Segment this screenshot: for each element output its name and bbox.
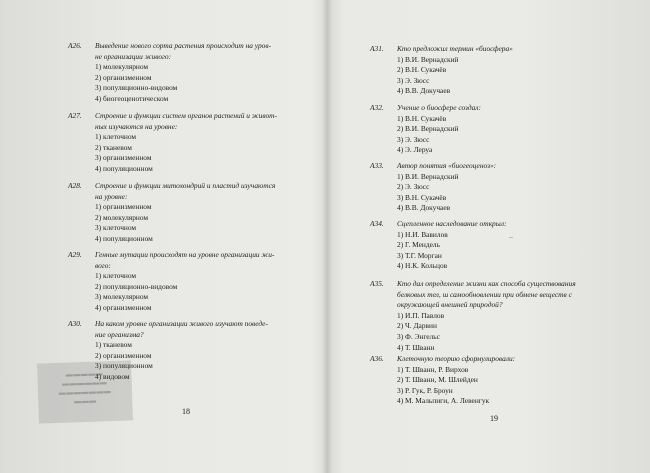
question-number: А34. bbox=[370, 219, 384, 228]
question-number: А35. bbox=[370, 279, 384, 288]
question-text bbox=[370, 44, 616, 55]
question-line: Сцепленное наследование открыл: bbox=[397, 219, 507, 228]
question-line: на уровне: bbox=[95, 191, 128, 201]
answer-options bbox=[68, 132, 312, 174]
answer-option: 2) Г. Мендель bbox=[397, 240, 440, 250]
page-number: 18 bbox=[182, 407, 190, 416]
question-line: Строение и функции систем органов растений и живот- bbox=[95, 111, 277, 120]
answer-option: 4) популяционном bbox=[95, 233, 153, 243]
question-line: На каком уровне организации живого изучают поведе- bbox=[95, 319, 268, 328]
question-a28 bbox=[68, 181, 312, 245]
answer-options bbox=[370, 311, 616, 353]
answer-option: 4) видовом bbox=[95, 371, 130, 381]
answer-option: 1) В.И. Вернадский bbox=[397, 171, 459, 181]
answer-option: 3) молекулярном bbox=[95, 292, 149, 302]
question-line: Клеточную теорию сформулировали: bbox=[397, 354, 516, 363]
answer-option: 2) организменном bbox=[95, 72, 152, 82]
answer-option: 3) Ф. Энгельс bbox=[397, 331, 440, 341]
answer-option: 3) Т.Г. Морган bbox=[397, 250, 442, 260]
question-text bbox=[68, 111, 312, 132]
question-number: А33. bbox=[370, 161, 384, 170]
answer-options bbox=[68, 340, 312, 382]
question-text bbox=[68, 319, 312, 340]
answer-option: 2) организменном bbox=[95, 350, 152, 360]
question-line: окружающей внешней природой? bbox=[397, 300, 503, 310]
question-a34 bbox=[370, 219, 616, 272]
answer-option: 4) М. Мальпиги, А. Левенгук bbox=[397, 396, 490, 406]
answer-option: 3) организменном bbox=[95, 153, 152, 163]
answer-option: 1) клеточном bbox=[95, 271, 137, 281]
answer-option: 1) И.П. Павлов bbox=[397, 310, 445, 320]
right-page bbox=[330, 0, 650, 473]
answer-option: 3) популяционном bbox=[95, 361, 153, 371]
question-line: ных изучаются на уровне: bbox=[95, 121, 178, 131]
question-number: А27. bbox=[68, 111, 82, 120]
question-number: А36. bbox=[370, 354, 384, 363]
question-line: Кто предложил термин «биосфера» bbox=[397, 44, 513, 53]
answer-option: 2) В.Н. Сукачёв bbox=[397, 65, 447, 75]
question-line: Генные мутации происходят на уровне организации жи- bbox=[95, 250, 275, 259]
question-a30 bbox=[68, 319, 312, 383]
question-text bbox=[370, 161, 616, 172]
question-text bbox=[68, 41, 312, 62]
answer-option: 4) популяционном bbox=[95, 163, 153, 173]
answer-option: 4) Э. Леруа bbox=[397, 145, 433, 155]
question-a26 bbox=[68, 41, 312, 105]
question-a31 bbox=[370, 44, 616, 97]
question-text bbox=[370, 354, 616, 365]
question-a29 bbox=[68, 250, 312, 314]
question-a35 bbox=[370, 279, 616, 353]
answer-options bbox=[68, 202, 312, 244]
question-number: А29. bbox=[68, 250, 82, 259]
question-number: А30. bbox=[68, 319, 82, 328]
question-line: белковых тел, ш самообновлении при обмене веществ с bbox=[397, 289, 572, 299]
question-number: А28. bbox=[68, 181, 82, 190]
answer-option: 3) клеточном bbox=[95, 223, 137, 233]
answer-option: 2) Т. Шванн, М. Шлейден bbox=[397, 375, 478, 385]
answer-option: 1) организменном bbox=[95, 202, 152, 212]
answer-option: 1) В.Н. Сукачёв bbox=[397, 113, 447, 123]
question-a27 bbox=[68, 111, 312, 175]
question-line: Кто дал определение жизни как способа существования bbox=[397, 279, 576, 288]
question-line: вого: bbox=[95, 260, 111, 270]
answer-option: 4) В.В. Докучаев bbox=[397, 86, 451, 96]
answer-options bbox=[68, 271, 312, 313]
question-text bbox=[370, 219, 616, 230]
question-number: А31. bbox=[370, 44, 384, 53]
answer-option: 2) тканевом bbox=[95, 142, 132, 152]
answer-option: 2) Э. Зюсс bbox=[397, 182, 430, 192]
answer-options bbox=[370, 55, 616, 97]
question-line: Строение и функции митохондрий и пластид изучаются bbox=[95, 181, 276, 190]
answer-option: 3) В.Н. Сукачёв bbox=[397, 192, 447, 202]
answer-option: 4) В.В. Докучаев bbox=[397, 203, 451, 213]
answer-options bbox=[68, 62, 312, 104]
answer-option: 1) молекулярном bbox=[95, 62, 149, 72]
answer-option: 1) тканевом bbox=[95, 340, 132, 350]
question-line: не организации живого: bbox=[95, 51, 172, 61]
answer-option: 4) организменном bbox=[95, 302, 152, 312]
answer-option: 3) Э. Зюсс bbox=[397, 134, 430, 144]
question-a32 bbox=[370, 103, 616, 156]
answer-options bbox=[370, 230, 616, 272]
answer-options bbox=[370, 172, 616, 214]
answer-option: 2) Ч. Дарвин bbox=[397, 321, 437, 331]
answer-option: 1) клеточном bbox=[95, 132, 137, 142]
answer-option: 4) Т. Шванн bbox=[397, 342, 435, 352]
question-text bbox=[370, 103, 616, 114]
page-number: 19 bbox=[490, 414, 498, 423]
question-number: А32. bbox=[370, 103, 384, 112]
answer-option: 3) Э. Зюсс bbox=[397, 75, 430, 85]
answer-option: 1) Т. Шванн, Р. Вирхов bbox=[397, 364, 469, 374]
question-text bbox=[370, 279, 616, 311]
answer-option: 1) В.И. Вернадский bbox=[397, 54, 459, 64]
question-text bbox=[68, 181, 312, 202]
question-line: Автор понятия «биогеоценоз»: bbox=[397, 161, 497, 170]
answer-option: 2) В.И. Вернадский bbox=[397, 124, 459, 134]
question-a33 bbox=[370, 161, 616, 214]
answer-option: 2) молекулярном bbox=[95, 212, 149, 222]
library-stamp: ▬▬▬▬▬ ▬▬▬▬▬▬ ▬▬▬▬▬▬▬ ▬▬▬ bbox=[37, 360, 133, 423]
question-line: ние организма? bbox=[95, 329, 144, 339]
question-a36 bbox=[370, 354, 616, 407]
question-text bbox=[68, 250, 312, 271]
question-number: А26. bbox=[68, 41, 82, 50]
answer-option: 1) Н.И. Вавилов bbox=[397, 229, 448, 239]
question-line: Учение о биосфере создал: bbox=[397, 103, 481, 112]
answer-option: 2) популяционно-видовом bbox=[95, 281, 178, 291]
answer-option: 4) биогеоценотическом bbox=[95, 93, 169, 103]
answer-options bbox=[370, 114, 616, 156]
answer-option: 3) популяционно-видовом bbox=[95, 83, 178, 93]
answer-option: 3) Р. Гук, Р. Броун bbox=[397, 385, 453, 395]
answer-options bbox=[370, 365, 616, 407]
question-line: Выведение нового сорта растения происходит на уров- bbox=[95, 41, 272, 50]
answer-option: 4) Н.К. Кольцов bbox=[397, 261, 448, 271]
